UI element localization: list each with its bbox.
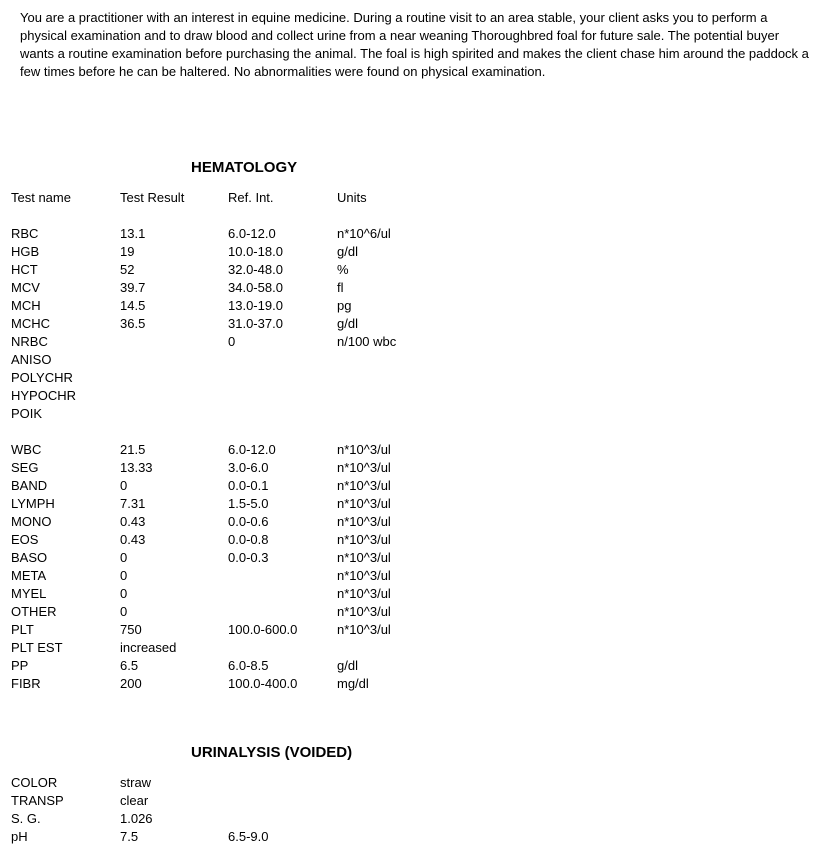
hematology-units-cell: n*10^3/ul	[337, 478, 391, 493]
hematology-units-cell: g/dl	[337, 316, 358, 331]
urinalysis-test-result-cell: straw	[120, 775, 152, 790]
header-units: Units	[337, 190, 367, 205]
urinalysis-test-result-cell: clear	[120, 793, 149, 808]
hematology-test-name-cell: OTHER	[11, 604, 57, 619]
hematology-test-result-cell: 0.43	[120, 532, 146, 547]
hematology-test-result-cell: 0	[120, 550, 128, 565]
hematology-ref-int-cell: 31.0-37.0	[228, 316, 283, 331]
table-row	[0, 243, 815, 261]
hematology-ref-int-cell: 32.0-48.0	[228, 262, 283, 277]
hematology-test-name-cell: HGB	[11, 244, 40, 259]
hematology-ref-int-cell: 6.0-8.5	[228, 658, 269, 673]
hematology-ref-int-cell: 0	[228, 334, 236, 349]
hematology-test-result-cell: 0	[120, 586, 128, 601]
hematology-test-name-cell: HYPOCHR	[11, 388, 77, 403]
table-row	[0, 810, 815, 828]
hematology-ref-int-cell: 3.0-6.0	[228, 460, 269, 475]
hematology-units-cell: n*10^3/ul	[337, 460, 391, 475]
table-row	[0, 774, 815, 792]
table-row	[0, 513, 815, 531]
hematology-test-name-cell: FIBR	[11, 676, 41, 691]
table-row	[0, 657, 815, 675]
hematology-test-name-cell: RBC	[11, 226, 39, 241]
case-description: You are a practitioner with an interest in equine medicine. During a routine visit to an area stable, your client asks you to perform a physical examination and to draw blood and collect urine from a near weaning Thoroughbred foal for future sale. The potential buyer wants a routine examination before purchasing the animal. The foal is high spirited and makes the client chase him around the paddock a few times before he can be haltered. No abnormalities were found on physical examination.	[20, 10, 809, 79]
hematology-units-cell: n/100 wbc	[337, 334, 397, 349]
urinalysis-test-name-cell: S. G.	[11, 811, 41, 826]
hematology-units-cell: %	[337, 262, 349, 277]
hematology-test-result-cell: 13.33	[120, 460, 153, 475]
table-row	[0, 369, 815, 387]
hematology-test-result-cell: 200	[120, 676, 142, 691]
header-test-name: Test name	[11, 190, 71, 205]
hematology-test-name-cell: HCT	[11, 262, 38, 277]
hematology-units-cell: mg/dl	[337, 676, 369, 691]
hematology-test-name-cell: PLT	[11, 622, 34, 637]
table-row	[0, 405, 815, 423]
table-row	[0, 477, 815, 495]
hematology-ref-int-cell: 10.0-18.0	[228, 244, 283, 259]
hematology-test-result-cell: 36.5	[120, 316, 146, 331]
table-row	[0, 351, 815, 369]
table-row	[0, 603, 815, 621]
hematology-test-result-cell: 6.5	[120, 658, 139, 673]
hematology-ref-int-cell: 6.0-12.0	[228, 226, 276, 241]
hematology-test-name-cell: POIK	[11, 406, 43, 421]
hematology-test-name-cell: BAND	[11, 478, 48, 493]
hematology-units-cell: g/dl	[337, 244, 358, 259]
hematology-test-name-cell: PLT EST	[11, 640, 63, 655]
table-row	[0, 495, 815, 513]
table-row	[0, 279, 815, 297]
table-row	[0, 585, 815, 603]
table-row	[0, 297, 815, 315]
hematology-ref-int-cell: 0.0-0.6	[228, 514, 269, 529]
hematology-ref-int-cell: 6.0-12.0	[228, 442, 276, 457]
table-row	[0, 225, 815, 243]
urinalysis-ref-int-cell: 6.5-9.0	[228, 829, 269, 844]
urinalysis-test-result-cell: 7.5	[120, 829, 139, 844]
hematology-test-name-cell: META	[11, 568, 47, 583]
hematology-test-result-cell: increased	[120, 640, 177, 655]
hematology-units-cell: pg	[337, 298, 352, 313]
hematology-test-result-cell: 19	[120, 244, 135, 259]
hematology-units-cell: n*10^3/ul	[337, 550, 391, 565]
table-row	[0, 549, 815, 567]
urinalysis-title: URINALYSIS (VOIDED)	[191, 744, 353, 761]
table-row	[0, 333, 815, 351]
table-row	[0, 459, 815, 477]
hematology-test-result-cell: 7.31	[120, 496, 146, 511]
hematology-units-cell: n*10^3/ul	[337, 514, 391, 529]
hematology-title: HEMATOLOGY	[191, 159, 298, 176]
table-row	[0, 315, 815, 333]
hematology-test-name-cell: PP	[11, 658, 29, 673]
hematology-test-result-cell: 39.7	[120, 280, 146, 295]
hematology-test-result-cell: 13.1	[120, 226, 146, 241]
hematology-test-result-cell: 0	[120, 478, 128, 493]
hematology-test-name-cell: MYEL	[11, 586, 47, 601]
table-row	[0, 675, 815, 693]
hematology-test-name-cell: MONO	[11, 514, 52, 529]
hematology-test-result-cell: 0	[120, 568, 128, 583]
hematology-test-name-cell: EOS	[11, 532, 39, 547]
table-row	[0, 828, 815, 846]
hematology-units-cell: n*10^6/ul	[337, 226, 391, 241]
hematology-test-name-cell: ANISO	[11, 352, 52, 367]
table-row	[0, 621, 815, 639]
hematology-test-result-cell: 21.5	[120, 442, 146, 457]
hematology-test-result-cell: 52	[120, 262, 135, 277]
header-ref-int: Ref. Int.	[228, 190, 274, 205]
hematology-ref-int-cell: 100.0-400.0	[228, 676, 298, 691]
table-row	[0, 531, 815, 549]
hematology-test-result-cell: 750	[120, 622, 142, 637]
hematology-units-cell: fl	[337, 280, 344, 295]
hematology-ref-int-cell: 0.0-0.1	[228, 478, 269, 493]
hematology-test-name-cell: MCHC	[11, 316, 50, 331]
hematology-ref-int-cell: 0.0-0.3	[228, 550, 269, 565]
table-row	[0, 261, 815, 279]
urinalysis-test-name-cell: pH	[11, 829, 28, 844]
hematology-test-name-cell: WBC	[11, 442, 42, 457]
hematology-ref-int-cell: 100.0-600.0	[228, 622, 298, 637]
hematology-units-cell: n*10^3/ul	[337, 586, 391, 601]
hematology-units-cell: n*10^3/ul	[337, 496, 391, 511]
header-test-result: Test Result	[120, 190, 185, 205]
table-row	[0, 792, 815, 810]
hematology-test-name-cell: POLYCHR	[11, 370, 73, 385]
hematology-units-cell: n*10^3/ul	[337, 442, 391, 457]
table-row	[0, 639, 815, 657]
hematology-ref-int-cell: 1.5-5.0	[228, 496, 269, 511]
hematology-ref-int-cell: 0.0-0.8	[228, 532, 269, 547]
hematology-units-cell: n*10^3/ul	[337, 604, 391, 619]
hematology-test-result-cell: 0	[120, 604, 128, 619]
hematology-header-row	[0, 189, 815, 207]
hematology-test-result-cell: 0.43	[120, 514, 146, 529]
urinalysis-test-result-cell: 1.026	[120, 811, 153, 826]
table-row	[0, 567, 815, 585]
hematology-test-name-cell: BASO	[11, 550, 48, 565]
hematology-units-cell: n*10^3/ul	[337, 568, 391, 583]
hematology-test-name-cell: LYMPH	[11, 496, 55, 511]
hematology-test-name-cell: MCV	[11, 280, 40, 295]
hematology-ref-int-cell: 34.0-58.0	[228, 280, 283, 295]
hematology-ref-int-cell: 13.0-19.0	[228, 298, 283, 313]
table-row	[0, 387, 815, 405]
hematology-units-cell: n*10^3/ul	[337, 532, 391, 547]
urinalysis-test-name-cell: COLOR	[11, 775, 58, 790]
table-row	[0, 441, 815, 459]
hematology-units-cell: g/dl	[337, 658, 358, 673]
hematology-test-name-cell: SEG	[11, 460, 39, 475]
urinalysis-test-name-cell: TRANSP	[11, 793, 64, 808]
hematology-test-name-cell: MCH	[11, 298, 41, 313]
hematology-test-result-cell: 14.5	[120, 298, 146, 313]
hematology-test-name-cell: NRBC	[11, 334, 48, 349]
hematology-units-cell: n*10^3/ul	[337, 622, 391, 637]
